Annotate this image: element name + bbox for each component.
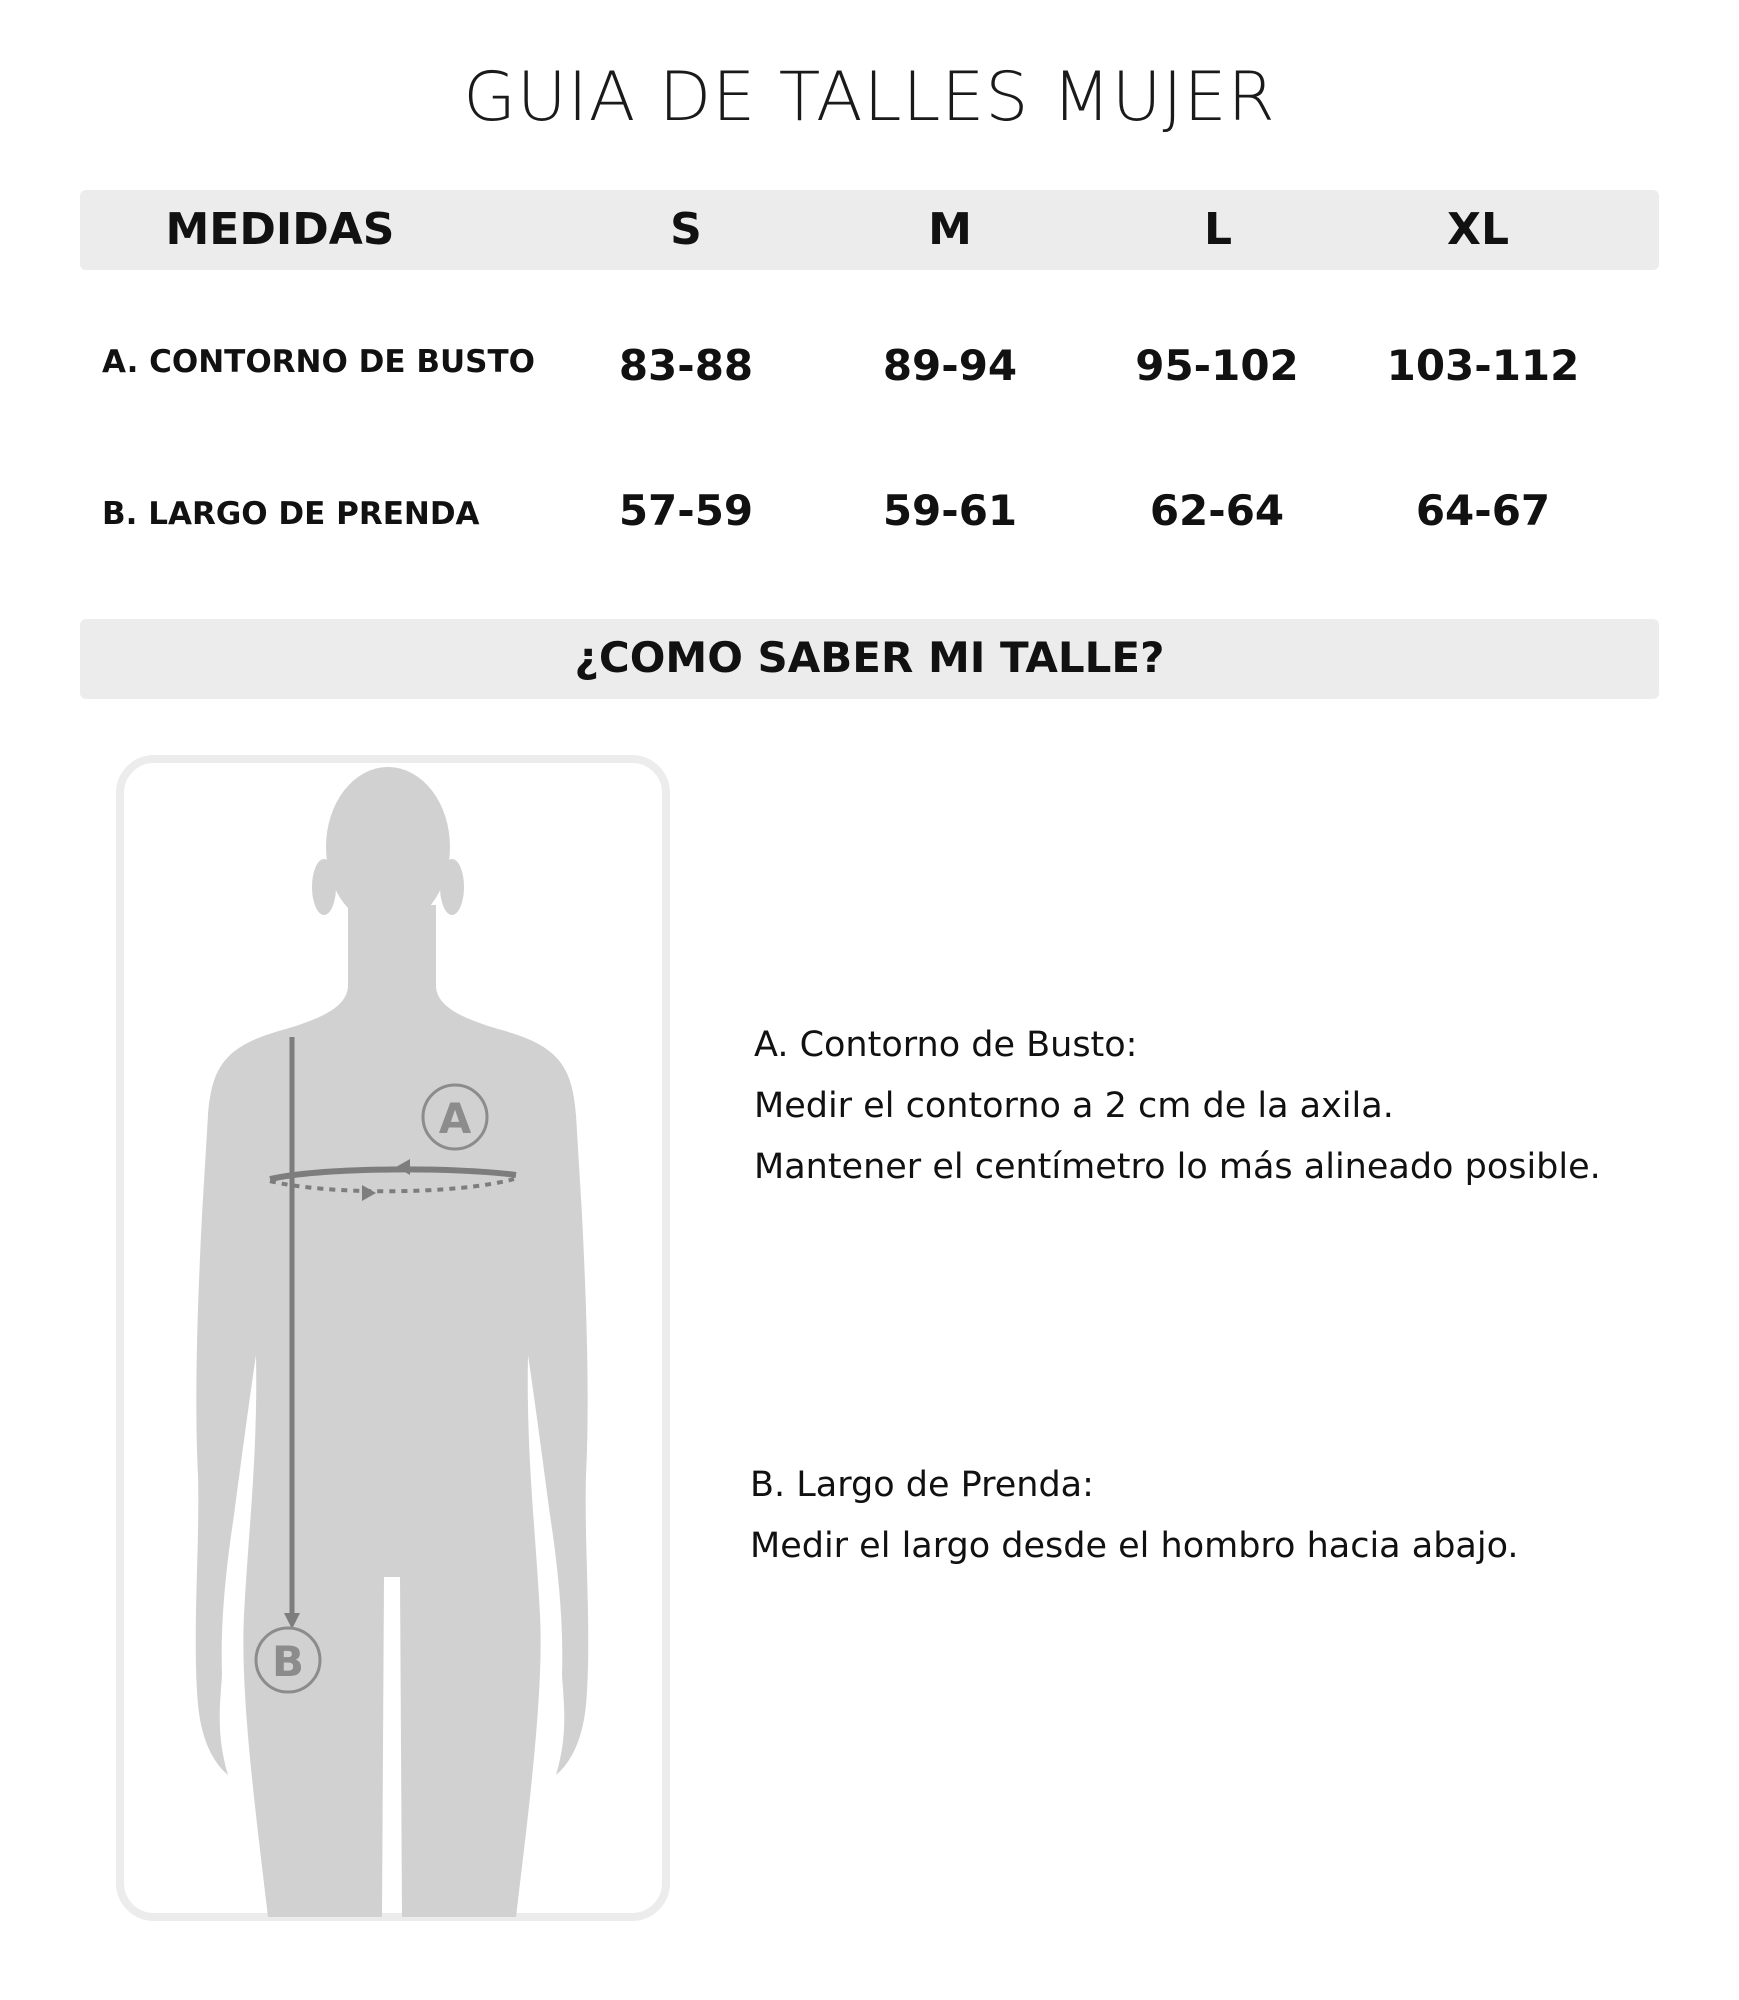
how-to-heading: ¿COMO SABER MI TALLE? [574, 633, 1165, 682]
bust-description-line2: Mantener el centímetro lo más alineado posible. [754, 1147, 1601, 1187]
length-description-line1: Medir el largo desde el hombro hacia abajo. [750, 1526, 1519, 1566]
header-size-m: M [928, 204, 972, 255]
row-label-length: B. LARGO DE PRENDA [102, 496, 480, 532]
value-length-m: 59-61 [882, 486, 1018, 535]
value-bust-xl: 103-112 [1386, 341, 1580, 390]
length-description [750, 1455, 1519, 1577]
page-title: GUIA DE TALLES MUJER [463, 58, 1276, 137]
marker-a-label: A [438, 1094, 472, 1143]
value-length-l: 62-64 [1149, 486, 1285, 535]
header-size-s: S [670, 204, 702, 255]
value-bust-s: 83-88 [618, 341, 754, 390]
header-measures: MEDIDAS [165, 204, 395, 255]
row-label-bust: A. CONTORNO DE BUSTO [102, 344, 535, 380]
bust-description [754, 1015, 1601, 1198]
marker-b-label: B [271, 1637, 305, 1686]
value-length-s: 57-59 [618, 486, 754, 535]
value-bust-m: 89-94 [882, 341, 1018, 390]
body-silhouette-illustration [116, 755, 670, 1921]
bust-description-title: A. Contorno de Busto: [754, 1025, 1138, 1065]
length-description-title: B. Largo de Prenda: [750, 1465, 1094, 1505]
bust-description-line1: Medir el contorno a 2 cm de la axila. [754, 1086, 1394, 1126]
header-size-l: L [1203, 204, 1233, 255]
body-figure-panel [116, 755, 670, 1921]
value-length-xl: 64-67 [1415, 486, 1551, 535]
value-bust-l: 95-102 [1135, 341, 1299, 390]
header-size-xl: XL [1447, 204, 1509, 255]
